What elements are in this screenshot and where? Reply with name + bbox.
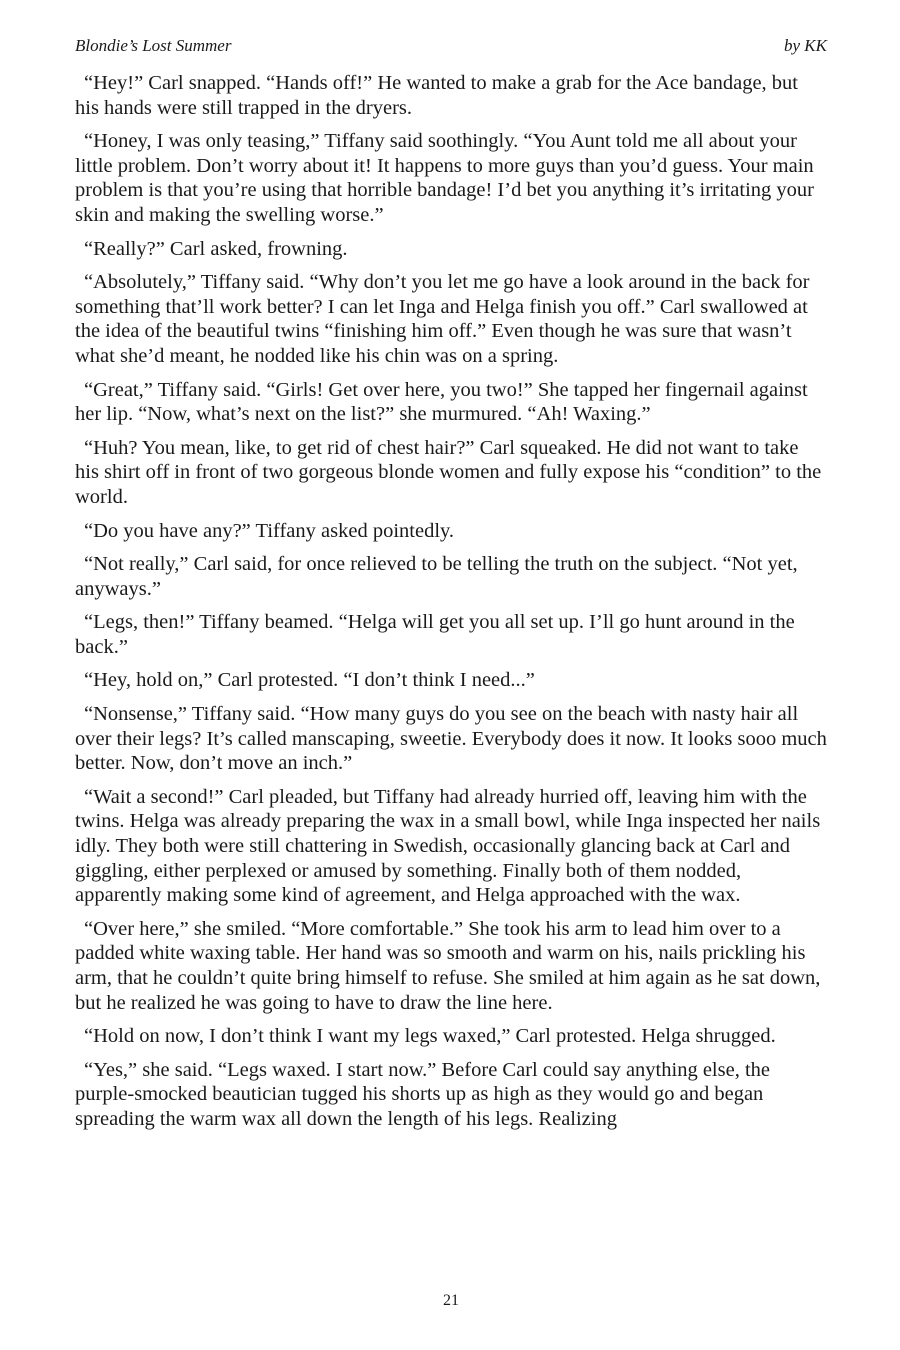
paragraph: “Huh? You mean, like, to get rid of chest hair?” Carl squeaked. He did not want to take his shirt off in front of two gorgeous blonde women and fully expose his “condition” to the world. — [75, 436, 822, 508]
paragraph: “Nonsense,” Tiffany said. “How many guys do you see on the beach with nasty hair all over their legs? It’s called manscaping, sweetie. Everybody does it now. It looks sooo much better. Now, don’t move an inch.” — [75, 703, 827, 775]
book-page — [75, 0, 827, 1350]
paragraph: “Wait a second!” Carl pleaded, but Tiffany had already hurried off, leaving him with the twins. Helga was already preparing the wax in a small bowl, while Inga inspected her nails idly. They both were still chattering in Swedish, occasionally glancing back at Carl and giggling, either perplexed or amused by something. Finally both of them nodded, apparently making some kind of agreement, and Helga approached with the wax. — [75, 785, 821, 907]
page-number: 21 — [443, 1292, 459, 1309]
paragraph: “Really?” Carl asked, frowning. — [84, 237, 348, 260]
paragraph: “Legs, then!” Tiffany beamed. “Helga will get you all set up. I’ll go hunt around in the back.” — [75, 611, 795, 658]
body-text — [75, 71, 827, 1141]
paragraph: “Over here,” she smiled. “More comfortable.” She took his arm to lead him over to a padded white waxing table. Her hand was so smooth and warm on his, nails prickling his arm, that he couldn’t quite bring himself to refuse. She smiled at him again as he sat down, but he realized he was going to have to draw the line here. — [75, 917, 821, 1014]
book-author: by KK — [784, 36, 827, 55]
paragraph: “Great,” Tiffany said. “Girls! Get over here, you two!” She tapped her fingernail against her lip. “Now, what’s next on the list?” she murmured. “Ah! Waxing.” — [75, 378, 808, 426]
paragraph: “Hey!” Carl snapped. “Hands off!” He wanted to make a grab for the Ace bandage, but his hands were still trapped in the dryers. — [75, 72, 798, 119]
paragraph: “Do you have any?” Tiffany asked pointedly. — [84, 519, 455, 542]
running-header — [75, 36, 827, 56]
paragraph: “Honey, I was only teasing,” Tiffany said soothingly. “You Aunt told me all about your little problem. Don’t worry about it! It happens to more guys than you’d guess. Your main problem is that you’re using that horrible bandage! I’d bet you anything it’s irritating your skin and making the swelling worse.” — [75, 130, 814, 226]
paragraph: “Absolutely,” Tiffany said. “Why don’t you let me go have a look around in the back for something that’ll work better? I can let Inga and Helga finish you off.” Carl swallowed at the idea of the beautiful twins “finishing him off.” Even though he was sure that wasn’t what she’d meant, he nodded like his chin was on a spring. — [75, 271, 810, 367]
book-title: Blondie’s Lost Summer — [75, 36, 232, 55]
paragraph: “Hold on now, I don’t think I want my legs waxed,” Carl protested. Helga shrugged. — [84, 1025, 776, 1048]
paragraph: “Yes,” she said. “Legs waxed. I start now.” Before Carl could say anything else, the purple-smocked beautician tugged his shorts up as high as they would go and began spreading the warm wax all down the length of his legs. Realizing — [75, 1058, 770, 1130]
paragraph: “Not really,” Carl said, for once relieved to be telling the truth on the subject. “Not yet, anyways.” — [75, 553, 798, 600]
paragraph: “Hey, hold on,” Carl protested. “I don’t think I need...” — [84, 669, 535, 692]
